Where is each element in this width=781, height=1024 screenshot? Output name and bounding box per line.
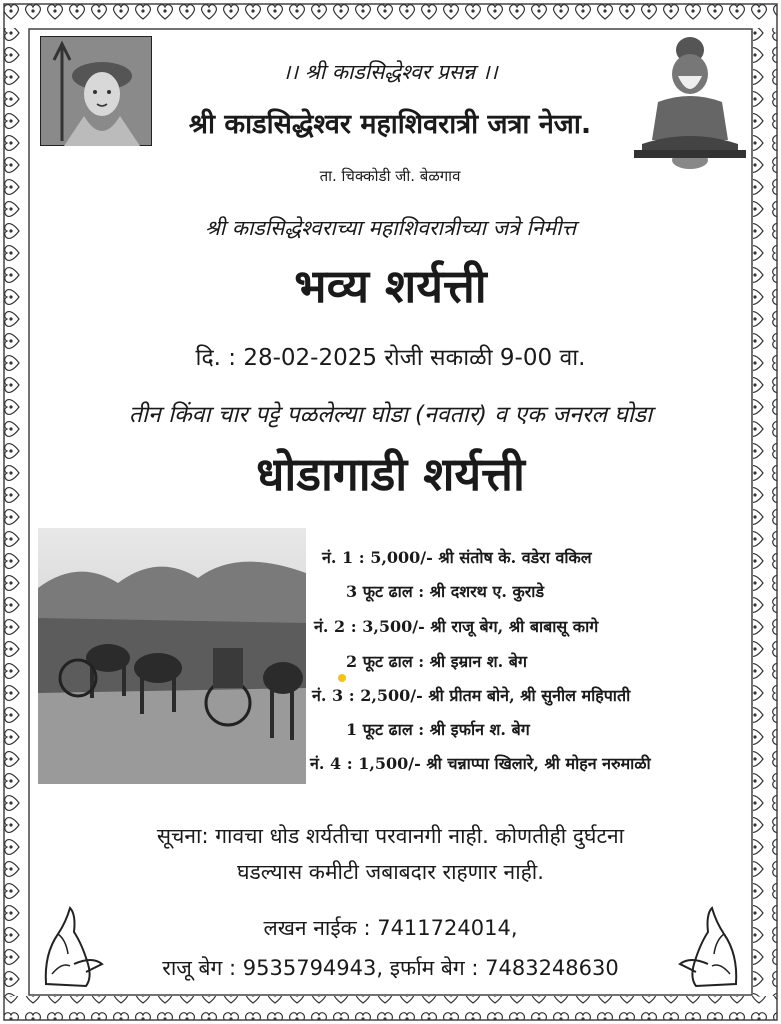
contact-line-2: राजू बेग : 9535794943, इर्फाम बेग : 7483248630 [162,956,619,980]
prize-line-5: नं. 3 : 2,500/- श्री प्रीतम बोने, श्री सुनील महिपाती [312,686,631,705]
race-title: धोडागाडी शर्यत्ती [256,447,525,501]
horse-cart-race-photo [38,528,306,784]
nimitta-line: श्री काडसिद्धेश्वराच्या महाशिवरात्रीच्या जत्रे निमीत्त [204,216,577,240]
prize-line-2: 3 फूट ढाल : श्री दशरथ ए. कुराडे [346,582,545,601]
prize-line-1: नं. 1 : 5,000/- श्री संतोष के. वडेरा वकिल [322,548,592,567]
jatra-title: श्री काडसिद्धेश्वर महाशिवरात्री जत्रा नेजा. [188,109,592,140]
yellow-dot-mark [338,674,346,682]
namaste-hands-left-icon [36,904,108,990]
prize-line-4: 2 फूट ढाल : श्री इम्रान श. बेग [346,652,527,671]
notice-line-2: घडल्यास कमीटी जबाबदार राहणार नाही. [237,860,544,884]
prize-line-6: 1 फूट ढाल : श्री इर्फान श. बेग [346,720,530,739]
seated-saint-statue-image [628,32,752,172]
taluka-line: ता. चिक्कोडी जी. बेळगाव [319,167,461,185]
namaste-hands-right-icon [674,904,746,990]
horse-info: तीन किंवा चार पट्टे पळलेल्या घोडा (नवतार) व एक जनरल घोडा [128,402,653,428]
prasanna-line: ।। श्री काडसिद्धेश्वर प्रसन्न ।। [282,60,498,84]
contact-line-1: लखन नाईक : 7411724014, [263,916,518,940]
prize-line-3: नं. 2 : 3,500/- श्री राजू बेग, श्री बाबासू कागे [314,617,599,636]
notice-line-1: सूचना: गावचा धोड शर्यतीचा परवानगी नाही. कोणतीही दुर्घटना [156,824,625,848]
event-heading: भव्य शर्यत्ती [294,259,487,313]
shiva-portrait-image [40,36,152,146]
event-date: दि. : 28-02-2025 रोजी सकाळी 9-00 वा. [195,345,586,371]
prize-line-7: नं. 4 : 1,500/- श्री चन्नाप्पा खिलारे, श्री मोहन नरुमाळी [310,754,651,773]
